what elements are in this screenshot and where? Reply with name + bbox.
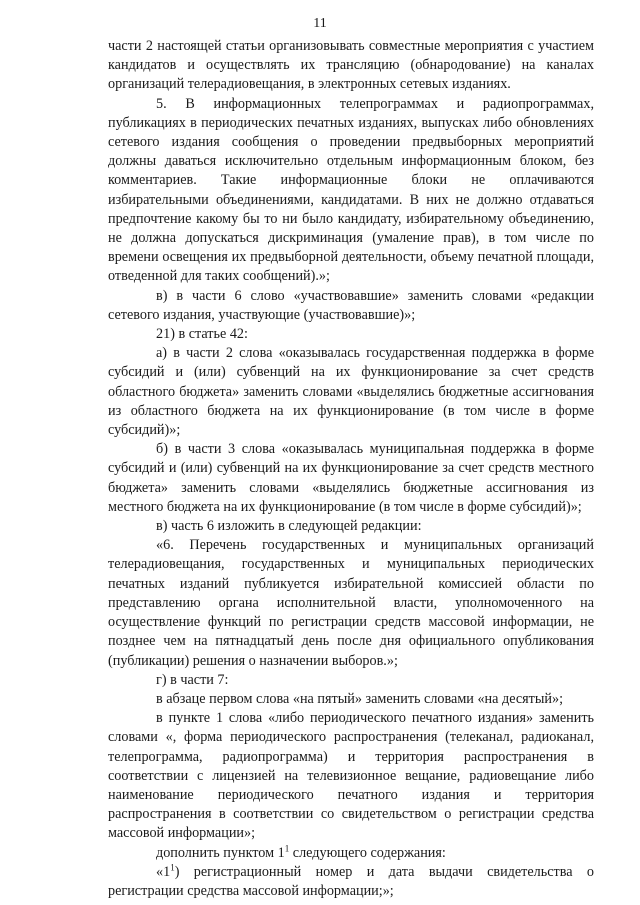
document-body [108, 37, 594, 901]
last-paragraph-start: «1 [156, 863, 171, 880]
paragraph: 21) в статье 42: [156, 326, 248, 343]
supplement-paragraph [108, 844, 594, 863]
last-paragraph [108, 863, 594, 901]
paragraph: 5. В информационных телепрограммах и радиопрограммах, публикациях в периодических печатных изданиях, выпусках либо обновлениях сетевого издания сообщения о проведении предвыборных мероприятий должны даваться исключительно отдельным информационным блоком, без комментариев. Такие информационные блоки не оплачиваются избирательными объединениями, кандидатами. В них не должно отдаваться предпочтение какому бы то ни было кандидату, избирательному объединению, не должна допускаться дискриминация (умаление прав), в том числе по времени освещения их предвыборной деятельности, объему печатной площади, отведенной для таких сообщений).»; [108, 95, 594, 285]
paragraph: в) в части 6 слово «участвовавшие» заменить словами «редакции сетевого издания, участвующие (участвовавшие)»; [108, 287, 594, 323]
paragraph: б) в части 3 слова «оказывалась муниципальная поддержка в форме субсидий и (или) субвенций на их функционирование за счет средств местного бюджета» заменить словами «выделялись бюджетные ассигнования из местного бюджета на их функционирование (в том числе в форме субсидий)»; [108, 441, 594, 515]
paragraph: части 2 настоящей статьи организовывать совместные мероприятия с участием кандидатов и осуществлять их трансляцию (обнародование) на каналах организаций телерадиовещания, в электронных сетевых изданиях. [108, 38, 594, 93]
page-number: 11 [313, 16, 327, 31]
superscript: 1 [170, 862, 175, 872]
paragraph: г) в части 7: [156, 671, 229, 688]
paragraph: «6. Перечень государственных и муниципальных организаций телерадиовещания, государственных и муниципальных периодических печатных изданий публикуется избирательной комиссией области по представлению органа исполнительной власти, уполномоченного на осуществление функций по регистрации средств массовой информации, не позднее чем на пятнадцатый день после дня официального опубликования (публикации) решения о назначении выборов.»; [108, 537, 594, 669]
paragraph: в абзаце первом слова «на пятый» заменить словами «на десятый»; [156, 690, 564, 707]
paragraph: в пункте 1 слова «либо периодического печатного издания» заменить словами «, форма периодического распространения (телеканал, радиоканал, телепрограмма, радиопрограмма) и территория распространения в соответствии с лицензией на телевизионное вещание, радиовещание либо наименование периодического печатного издания и территория распространения в соответствии со свидетельством о регистрации средства массовой информации»; [108, 710, 594, 842]
supplement-text: дополнить пунктом 1 [156, 844, 285, 861]
last-paragraph-text: ) регистрационный номер и дата выдачи свидетельства о регистрации средства массовой информации;»; [108, 863, 594, 899]
superscript: 1 [284, 842, 290, 853]
paragraph: в) часть 6 изложить в следующей редакции: [156, 518, 422, 535]
paragraph: а) в части 2 слова «оказывалась государственная поддержка в форме субсидий и (или) субвенций на их функционирование за счет средств областного бюджета» заменить словами «выделялись бюджетные ассигнования из областного бюджета на их функционирование (в том числе в форме субсидий)»; [108, 345, 594, 439]
supplement-text-end: следующего содержания: [289, 844, 446, 861]
